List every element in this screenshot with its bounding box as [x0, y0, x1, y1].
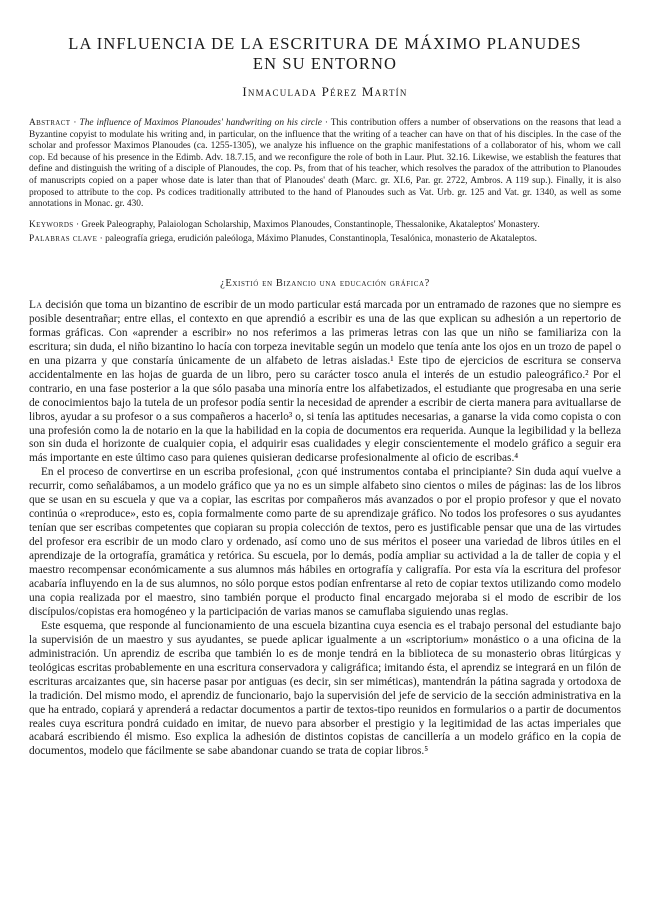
- title-line-1: LA INFLUENCIA DE LA ESCRITURA DE MÁXIMO PLANUDES: [68, 34, 582, 53]
- abstract: [29, 118, 621, 211]
- article-title: [29, 34, 621, 74]
- paragraph-1-text: decisión que toma un bizantino de escribir de un modo particular está marcada por un entramado de razones que no siempre es posible desentrañar; entre ellas, el contexto en que aprendió a escribir es una de las que explican su adhesión a un repertorio de formas gráficas. Con «aprender a escribir» no nos referimos a las primeras letras con las que un niño se familiariza con la escritura; sin duda, el niño bizantino lo hacía con torpeza inevitable según un modelo que tenía ante los ojos en un trozo de papel o en una pizarra y que constaría únicamente de un alfabeto de letras aisladas.¹ Este tipo de ejercicios de escritura se conserva accidentalmente en las hojas de guarda de un libro, pero su carácter tosco anula el interés de un estudio paleográfico.² Por el contrario, en una fase posterior a la que sólo pasaba una minoría entre los alfabetizados, el estudiante que progresaba en una serie de conocimientos bajo la tutela de un profesor podía sentir la necesidad de aprender a escribir de cierta manera para avituallarse de libros, ayudar a su profesor o a sus compañeros a hacerlo³ o, si tenía las aptitudes necesarias, a ganarse la vida como copista o con una profesión como la de notario en la que la habilidad en la copia de documentos era requerida. Aunque la legibilidad y la belleza son sin duda el horizonte de cualquier copia, el adquirir esas cualidades y elegir conscientemente el modelo gráfico a seguir era más importante en este último caso para quienes quisieran dedicarse profesionalmente al oficio de escribas.⁴: [29, 298, 621, 465]
- keywords: [29, 220, 621, 232]
- abstract-label: Abstract: [29, 118, 71, 128]
- paragraph-1-lead: La: [29, 298, 43, 311]
- palabras-label: Palabras clave: [29, 234, 98, 245]
- author-name: Inmaculada Pérez Martín: [242, 84, 408, 99]
- section-heading: ¿Existió en Bizancio una educación gráfica?: [220, 277, 430, 289]
- body-text: [29, 299, 621, 759]
- palabras-text: · paleografía griega, erudición paleóloga, Máximo Planudes, Constantinopla, Tesalónica, monasterio de Akataleptos.: [97, 234, 537, 245]
- abstract-text: · This contribution offers a number of observations on the reasons that lead a Byzantine copyist to modulate his writing and, in particular, on the influence that the writing of a teacher can have on that of his disciples. In the case of the scholar and professor Maximos Planoudes (ca. 1255-1305), we analyze his influence on the graphic manifestations of a collaborator of his, whom we call cop. Ed because of his presence in the Edimb. Adv. 18.7.15, and we reconfigure the role of both in Laur. Plut. 32.16. Likewise, we establish the features that define and distinguish the writing of a disciple of Planoudes, the cop. Ps, from that of his teacher, which resolves the paradox of the attribution to Planoudes of manuscripts copied on a paper whose date is later than that of Planoudes' death (Marc. gr. XI.6, Par. gr. 2722, Ambros. A 119 sup.). Finally, it is also proposed to attribute to the cop. Ps codices traditionally attributed to the hand of Planoudes such as Vat. Urb. gr. 125 and Vat. gr. 1340, as well as some annotations in Monac. gr. 430.: [29, 118, 621, 210]
- paragraph-1: [29, 299, 621, 466]
- abstract-sep: ·: [70, 118, 80, 128]
- title-line-2: EN SU ENTORNO: [252, 54, 398, 73]
- keywords-label: Keywords: [29, 219, 74, 230]
- paragraph-2: En el proceso de convertirse en un escriba profesional, ¿con qué instrumentos contaba el principiante? Sin duda aquí vuelve a recurrir, como señalábamos, a un modelo gráfico que ya no es un simple alfabeto sino cientos o miles de páginas: las de los libros que se usan en su escuela y que va a copiar, las escritas por compañeros más avanzados o por el propio profesor y que el novato continúa o «reproduce», esto es, copia formalmente como parte de su aprendizaje gráfico. No todos los profesores o sus ayudantes tenían que ser escribas competentes que copiaran su propia colección de textos, pero es justificable pensar que una de las virtudes del profesor era escribir de un modo claro y ordenado, así como uno de sus méritos el poseer una variedad de libros útiles en el aprendizaje de la ortografía, gramática y retórica. Su escuela, por lo demás, podía ampliar su actividad a la de taller de copia y el maestro recompensar económicamente a sus alumnos más hábiles en ortografía y caligrafía. Por esta vía la escritura del profesor acabaría influyendo en la de sus alumnos, no sólo porque estos podían enfrentarse al reto de copiar textos utilizando como modelo una copia realizada por el maestro, sino también porque el producto final encargado mejoraba si el modo de escribir de los discípulos/copistas era homogéneo y la participación de varias manos se camuflaba siguiendo unas reglas.: [29, 466, 621, 618]
- palabras-clave: [29, 234, 621, 246]
- abstract-title: The influence of Maximos Planoudes' handwriting on his circle: [79, 118, 322, 128]
- keywords-text: · Greek Paleography, Palaiologan Scholarship, Maximos Planoudes, Constantinople, Thessalonike, Akataleptos' Monastery.: [73, 219, 540, 230]
- paragraph-3: Este esquema, que responde al funcionamiento de una escuela bizantina cuya esencia es el trabajo personal del estudiante bajo la supervisión de un maestro y sus ayudantes, se puede aplicar igualmente a un «scriptorium» monástico o a una oficina de la administración. Un aprendiz de escriba que también lo es de monje tendrá en la biblioteca de su monasterio obras litúrgicas y teológicas escritas probablemente en una escritura conservadora y caligráfica; imitando ésta, el aprendiz se integrará en un filón de escrituras arcaizantes que, sin hacerse pasar por antiguas (es decir, sin ser miméticas), mantendrán la pátina sagrada y ortodoxa de la tradición. Del mismo modo, el aprendiz de funcionario, bajo la supervisión del jefe de servicio de la sección administrativa en la que ha entrado, copiará y aprenderá a redactar documentos a partir de textos-tipo reunidos en formularios o a partir de documentos reales cuya escritura pondrá cuidado en imitar, de nuevo para absorber el prestigio y la legitimidad de las actas imperiales que acabará escribiendo él mismo. Eso explica la adhesión de distintos copistas de cancillería a un modelo gráfico en la copia de documentos, modelo que fácilmente se sabe abandonar cuando se trata de copiar libros.⁵: [29, 619, 621, 758]
